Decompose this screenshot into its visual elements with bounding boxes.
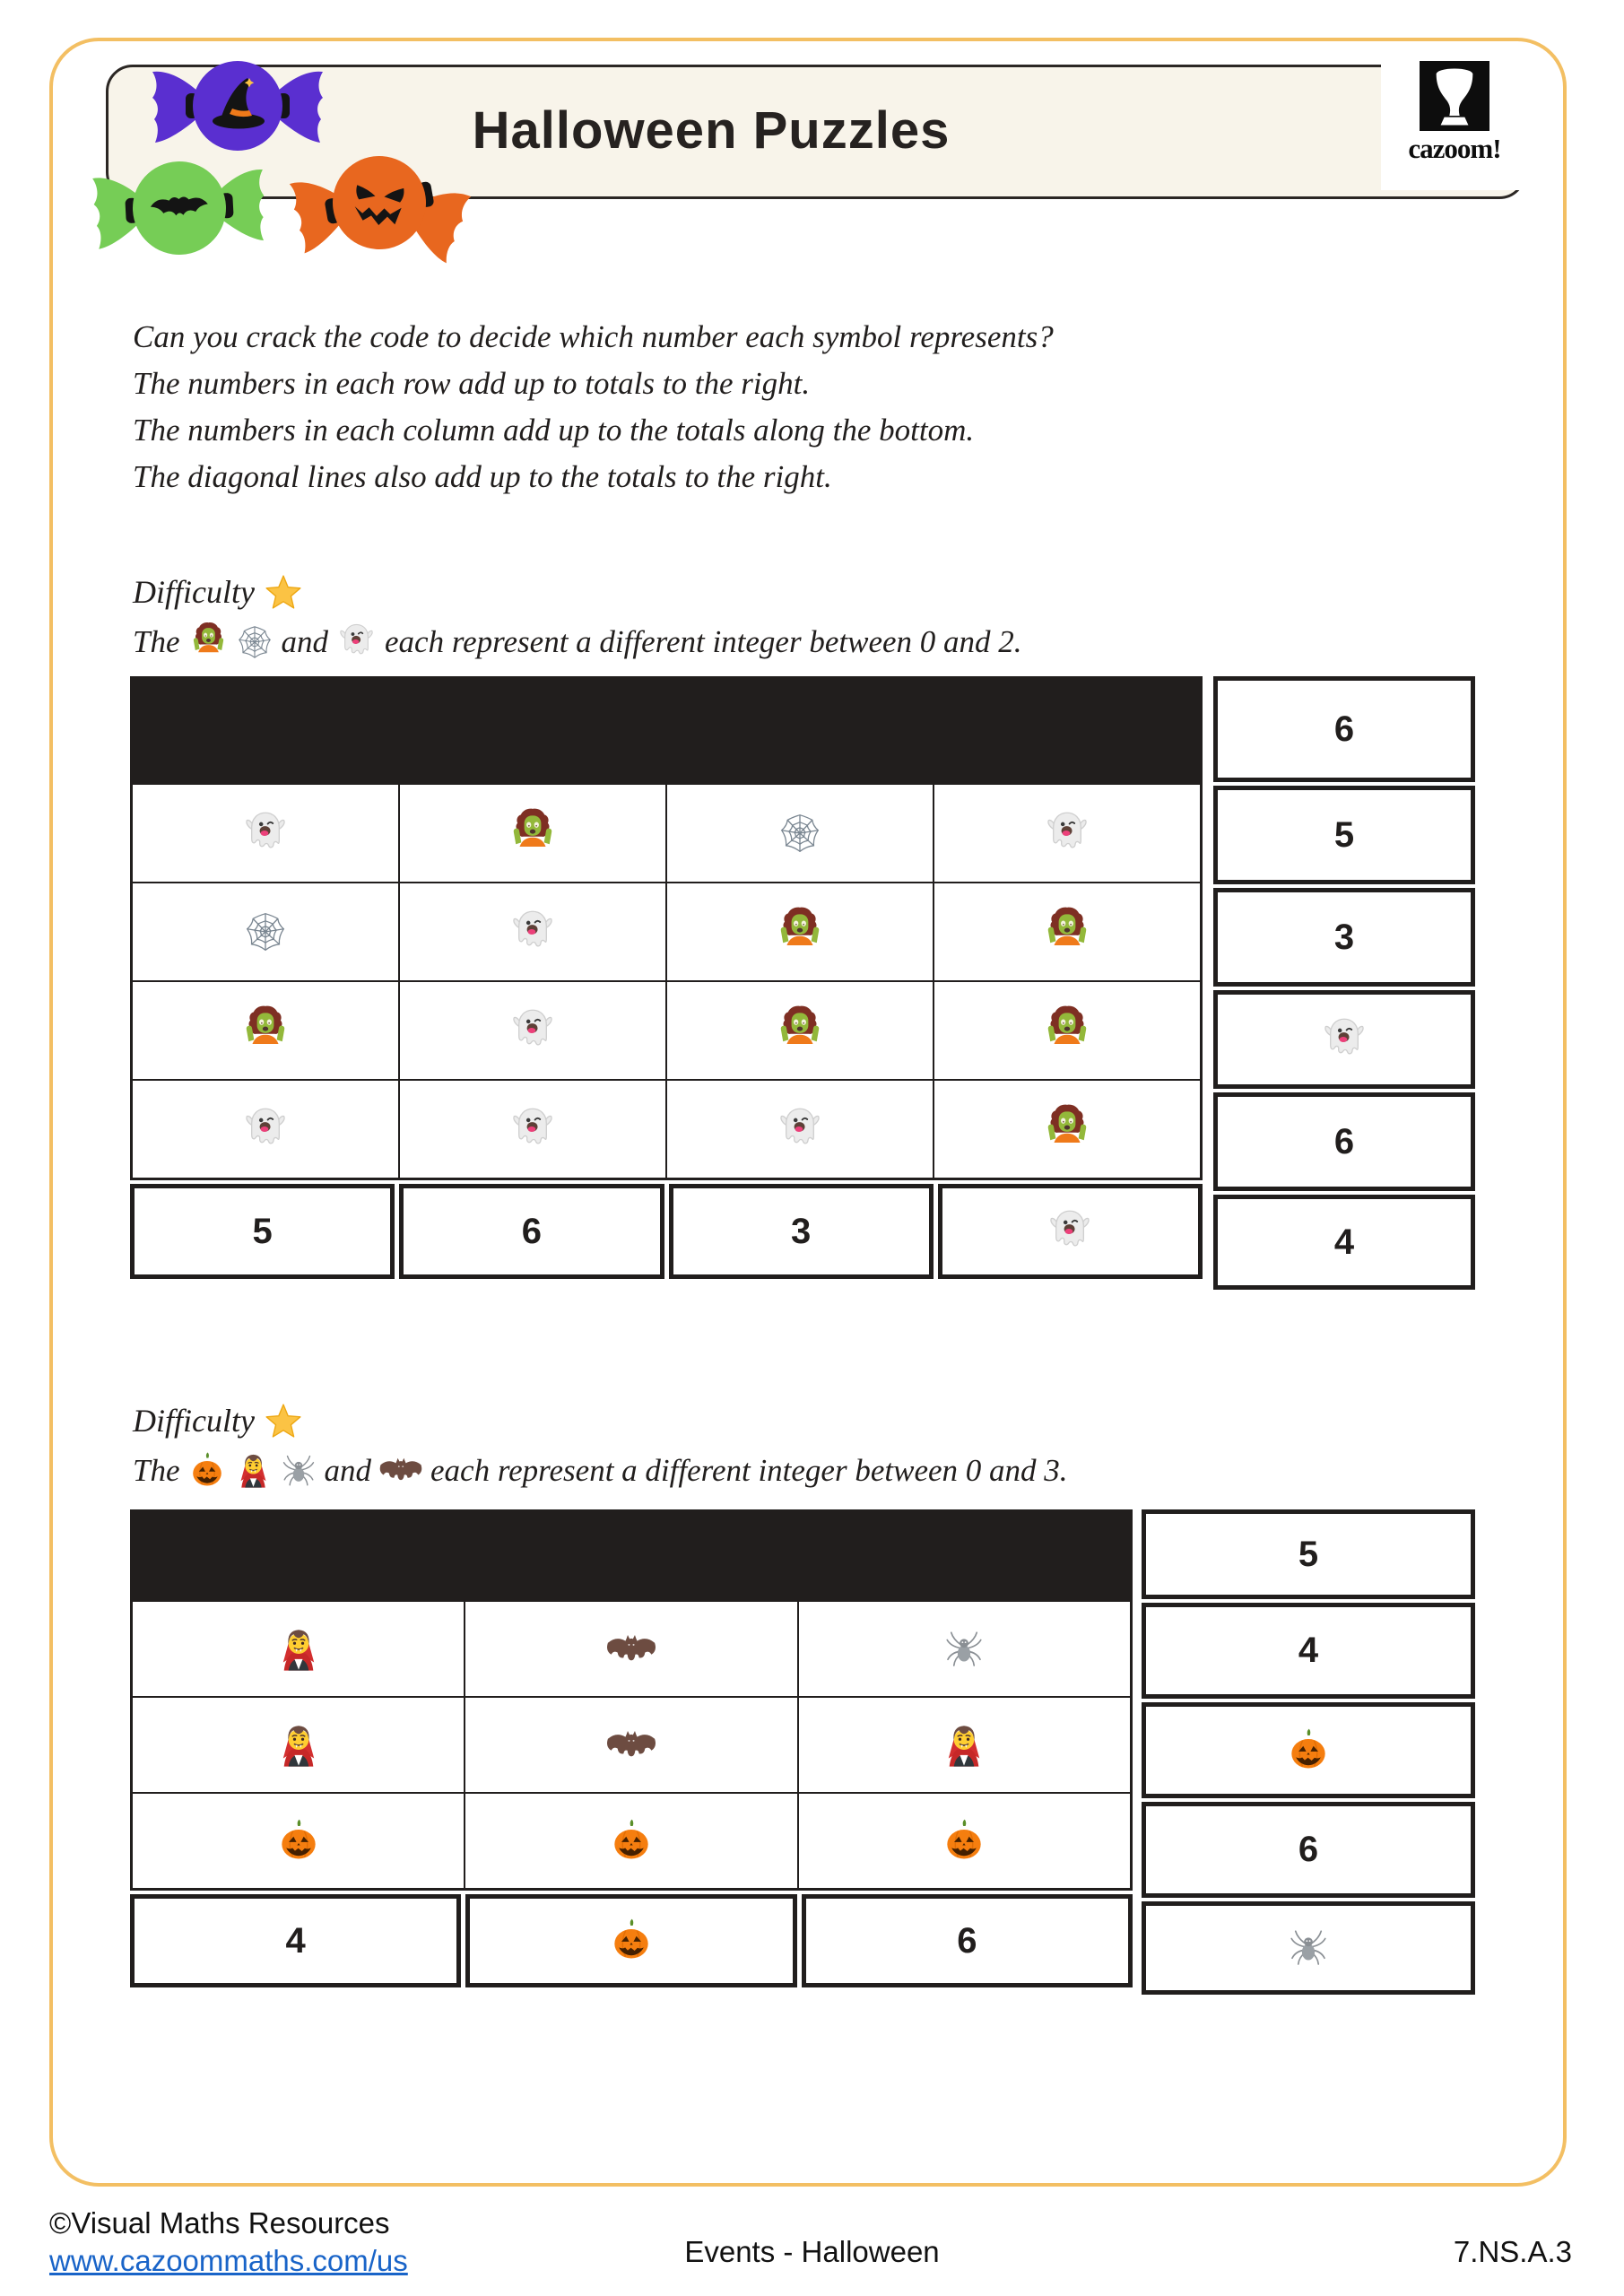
ghost-emoji <box>508 1104 558 1154</box>
row-total-cell <box>1213 888 1475 987</box>
bat-candy <box>91 157 266 259</box>
zombie-emoji <box>773 905 827 959</box>
symbol-run <box>187 621 274 663</box>
grid-cell <box>465 1601 797 1697</box>
difficulty-label: Difficulty <box>133 574 255 610</box>
instruction-line: Can you crack the code to decide which number each symbol represents? <box>133 319 1054 354</box>
spiderweb-emoji <box>242 909 289 955</box>
pumpkin-emoji <box>608 1818 655 1865</box>
column-total-cell <box>130 1184 395 1279</box>
column-total-cell <box>669 1184 934 1279</box>
column-total-number: 4 <box>285 1920 306 1961</box>
zombie-emoji <box>1040 1102 1094 1156</box>
column-total-number: 6 <box>957 1920 977 1961</box>
puzzle1-description <box>133 621 1022 663</box>
pumpkin-emoji <box>1285 1727 1332 1774</box>
row-total-cell-number: 5 <box>1333 814 1355 855</box>
column-totals-row <box>130 1184 1203 1279</box>
board-header-bar <box>130 1509 1133 1599</box>
diagonal-total-cell <box>1142 1901 1475 1995</box>
bat-emoji <box>378 1456 423 1485</box>
grid-cell <box>934 784 1201 883</box>
row-total-cell <box>1142 1702 1475 1798</box>
grid-cell <box>399 883 666 981</box>
board-header-bar <box>130 676 1203 782</box>
instruction-line: The numbers in each column add up to the totals along the bottom. <box>133 413 975 448</box>
board-main-grid <box>130 676 1203 1290</box>
symbol-run <box>187 1449 317 1492</box>
symbol-run <box>335 621 378 663</box>
puzzle2-board <box>130 1509 1475 1995</box>
ghost-emoji <box>508 907 558 957</box>
grid-cell <box>132 883 399 981</box>
puzzle1-difficulty <box>133 572 303 612</box>
spiderweb-emoji <box>235 622 274 662</box>
halloween-candy-decoration <box>49 27 516 309</box>
symbol-grid <box>130 782 1203 1180</box>
grid-cell <box>465 1793 797 1889</box>
desc-text: The <box>133 1452 180 1488</box>
row-totals-column <box>1142 1509 1475 1995</box>
puzzle1-board <box>130 676 1475 1290</box>
column-total-cell <box>802 1894 1133 1987</box>
vampire-emoji <box>273 1623 325 1675</box>
vampire-emoji <box>232 1449 274 1492</box>
symbol-grid <box>130 1599 1133 1891</box>
ghost-emoji <box>775 1104 825 1154</box>
row-total-cell-number: 6 <box>1333 1121 1355 1161</box>
grid-cell <box>399 1080 666 1178</box>
page-title: Halloween Puzzles <box>472 101 951 160</box>
pumpkin-emoji <box>275 1818 322 1865</box>
grid-cell <box>934 981 1201 1080</box>
star-icon <box>264 1401 303 1440</box>
row-total-cell-number: 6 <box>1298 1830 1319 1869</box>
footer-topic: Events - Halloween <box>684 2235 940 2268</box>
pumpkin-candy <box>284 150 473 265</box>
vampire-emoji <box>938 1719 990 1771</box>
grid-cell <box>666 981 934 1080</box>
grid-cell <box>399 784 666 883</box>
bat-emoji <box>605 1632 657 1666</box>
grid-cell <box>132 981 399 1080</box>
standard-code: 7.NS.A.3 <box>1453 2235 1572 2268</box>
ghost-emoji <box>1045 1206 1095 1257</box>
row-total-cell <box>1213 786 1475 884</box>
ghost-emoji <box>240 1104 291 1154</box>
column-totals-row <box>130 1894 1133 1987</box>
ghost-emoji <box>1319 1014 1369 1065</box>
column-total-cell <box>938 1184 1203 1279</box>
column-total-cell <box>465 1894 796 1987</box>
instructions <box>133 314 1433 500</box>
board-main-grid <box>130 1509 1133 1995</box>
puzzle2-description <box>133 1449 1068 1492</box>
row-total-cell-number: 3 <box>1333 917 1355 957</box>
zombie-emoji <box>773 1004 827 1057</box>
ghost-emoji <box>335 621 378 663</box>
desc-text: and <box>324 1452 371 1488</box>
grid-cell <box>934 883 1201 981</box>
diagonal-total-cell-number: 5 <box>1298 1534 1319 1574</box>
desc-text: and <box>281 623 328 659</box>
cazoom-logo-text: cazoom! <box>1408 133 1501 164</box>
puzzle2-difficulty <box>133 1401 303 1440</box>
cazoom-logo <box>1381 54 1528 190</box>
zombie-emoji <box>239 1004 292 1057</box>
row-total-cell <box>1213 990 1475 1089</box>
desc-text: each represent a different integer between 0 and 3. <box>430 1452 1068 1488</box>
grid-cell <box>798 1697 1131 1793</box>
zombie-emoji <box>1040 905 1094 959</box>
ghost-emoji <box>1042 808 1092 858</box>
zombie-emoji <box>187 621 230 663</box>
zombie-emoji <box>1040 1004 1094 1057</box>
symbol-run <box>378 1456 423 1485</box>
desc-text: each represent a different integer between 0 and 2. <box>385 623 1022 659</box>
grid-cell <box>132 784 399 883</box>
instruction-line: The numbers in each row add up to totals to the right. <box>133 366 811 401</box>
star-icon <box>264 572 303 612</box>
difficulty-label: Difficulty <box>133 1403 255 1439</box>
ghost-emoji <box>508 1005 558 1056</box>
pumpkin-emoji <box>187 1451 227 1491</box>
bat-emoji <box>605 1728 657 1762</box>
column-total-number: 6 <box>521 1211 542 1251</box>
pumpkin-emoji <box>941 1818 987 1865</box>
spiderweb-emoji <box>777 810 823 857</box>
grid-cell <box>132 1793 465 1889</box>
grid-cell <box>666 883 934 981</box>
grid-cell <box>798 1601 1131 1697</box>
grid-cell <box>934 1080 1201 1178</box>
spider-emoji <box>1287 1926 1330 1970</box>
witch-hat-candy <box>152 61 323 151</box>
desc-text: The <box>133 623 180 659</box>
instruction-line: The diagonal lines also add up to the totals to the right. <box>133 459 832 494</box>
diagonal-total-cell <box>1142 1509 1475 1599</box>
spider-emoji <box>942 1628 986 1671</box>
diagonal-total-cell-number: 4 <box>1333 1222 1355 1262</box>
row-total-cell <box>1213 1092 1475 1191</box>
grid-cell <box>666 1080 934 1178</box>
copyright-text: ©Visual Maths Resources <box>49 2206 390 2239</box>
pumpkin-emoji <box>608 1918 655 1964</box>
row-total-cell-number: 4 <box>1298 1631 1319 1670</box>
row-total-cell <box>1142 1802 1475 1898</box>
row-total-cell <box>1142 1603 1475 1699</box>
vampire-emoji <box>273 1719 325 1771</box>
grid-cell <box>132 1080 399 1178</box>
column-total-number: 5 <box>252 1211 273 1251</box>
diagonal-total-cell-number: 6 <box>1333 709 1355 749</box>
grid-cell <box>132 1601 465 1697</box>
cazoom-goblet-icon <box>1420 61 1489 131</box>
grid-cell <box>132 1697 465 1793</box>
diagonal-total-cell <box>1213 1195 1475 1290</box>
cazoommaths-link[interactable]: www.cazoommaths.com/us <box>49 2244 408 2277</box>
spider-emoji <box>280 1452 317 1490</box>
zombie-emoji <box>506 806 560 860</box>
grid-cell <box>798 1793 1131 1889</box>
grid-cell <box>666 784 934 883</box>
diagonal-total-cell <box>1213 676 1475 782</box>
row-totals-column <box>1213 676 1475 1290</box>
grid-cell <box>399 981 666 1080</box>
column-total-cell <box>130 1894 461 1987</box>
column-total-cell <box>399 1184 664 1279</box>
grid-cell <box>465 1697 797 1793</box>
column-total-number: 3 <box>791 1211 812 1251</box>
ghost-emoji <box>240 808 291 858</box>
